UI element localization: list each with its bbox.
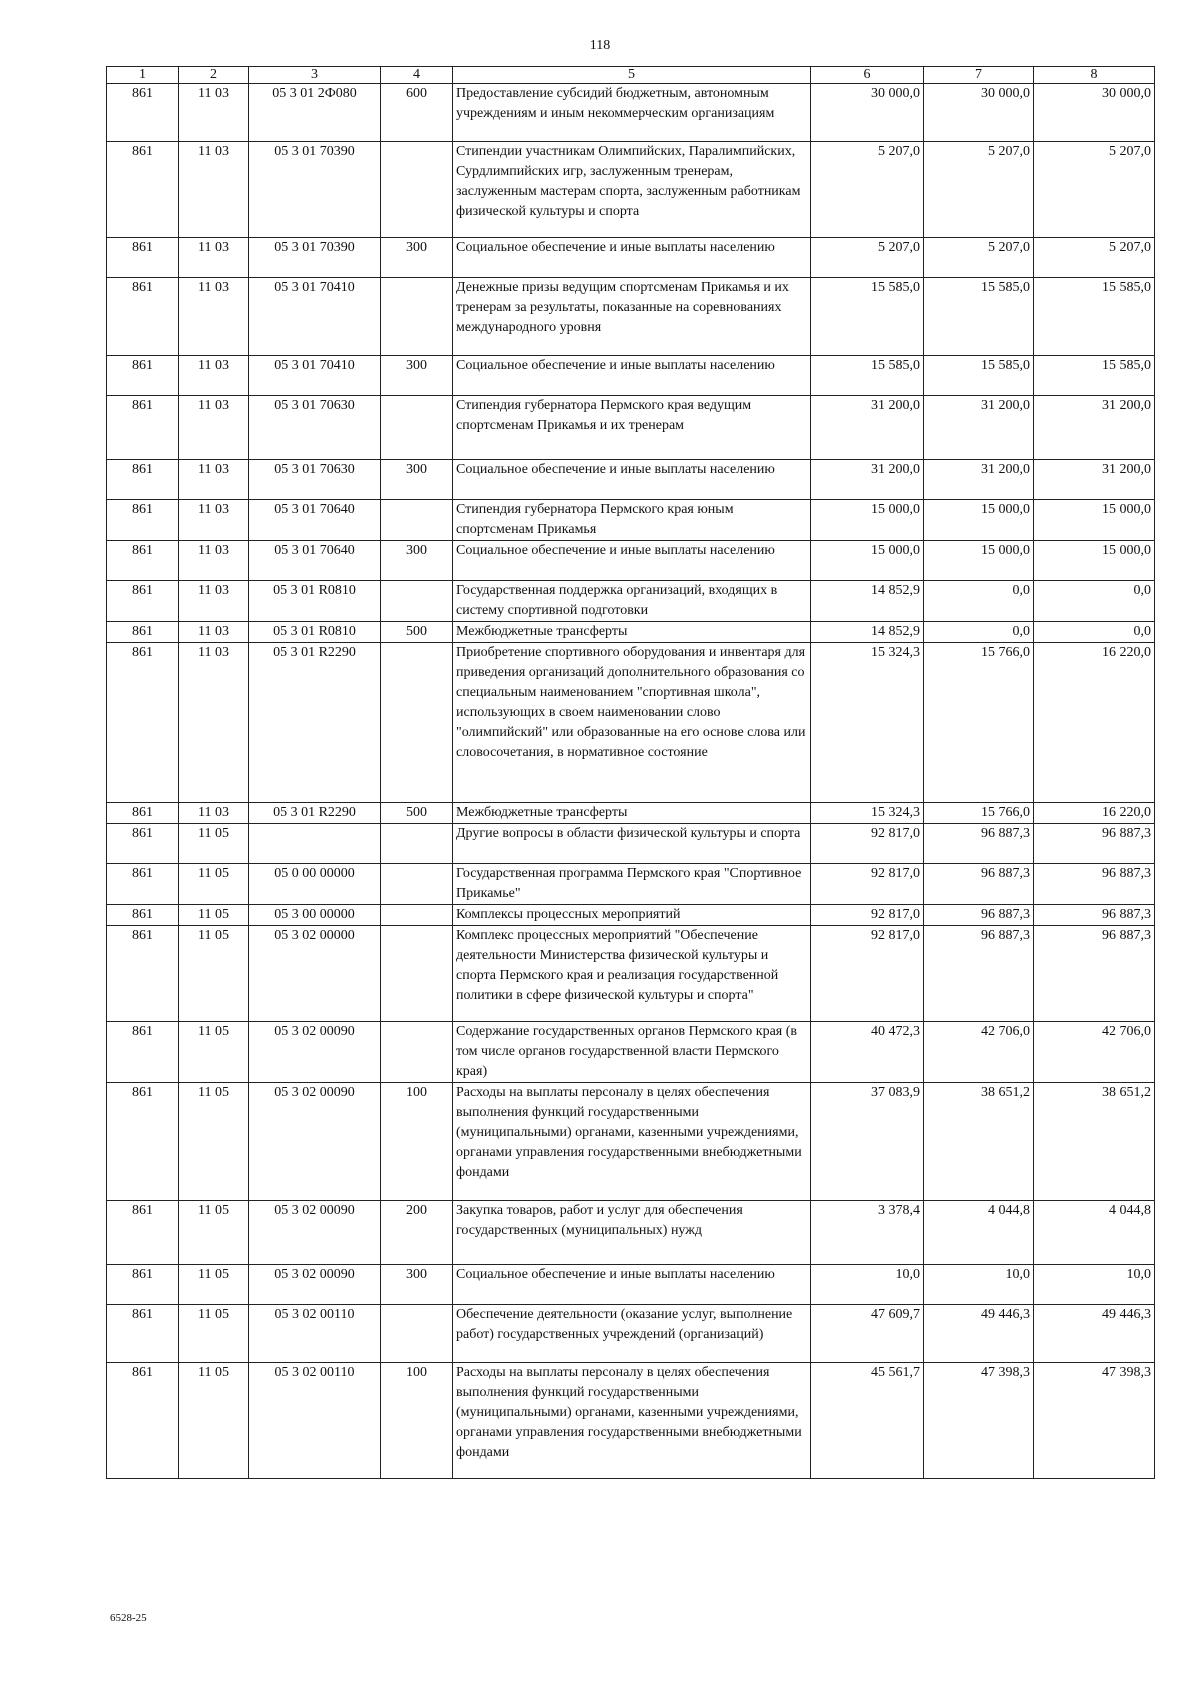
amount-year-3-cell: 5 207,0 xyxy=(1034,238,1155,278)
amount-year-3-cell: 96 887,3 xyxy=(1034,824,1155,864)
amount-year-2-cell: 38 651,2 xyxy=(924,1083,1034,1201)
target-article-code-cell: 05 3 02 00110 xyxy=(249,1363,381,1479)
section-code-cell: 11 03 xyxy=(179,84,249,142)
amount-year-2-cell: 15 766,0 xyxy=(924,643,1034,803)
amount-year-2-cell: 30 000,0 xyxy=(924,84,1034,142)
amount-year-1-cell: 15 585,0 xyxy=(811,356,924,396)
section-code-cell: 11 05 xyxy=(179,1022,249,1083)
table-row xyxy=(107,1265,1155,1305)
amount-year-2-cell: 5 207,0 xyxy=(924,142,1034,238)
ministry-code-cell: 861 xyxy=(107,278,179,356)
amount-year-3-cell: 0,0 xyxy=(1034,581,1155,622)
section-code-cell: 11 03 xyxy=(179,142,249,238)
target-article-code-cell: 05 3 01 2Ф080 xyxy=(249,84,381,142)
target-article-code-cell xyxy=(249,824,381,864)
section-code-cell: 11 05 xyxy=(179,1305,249,1363)
amount-year-2-cell: 10,0 xyxy=(924,1265,1034,1305)
ministry-code-cell: 861 xyxy=(107,500,179,541)
amount-year-1-cell: 40 472,3 xyxy=(811,1022,924,1083)
section-code-cell: 11 03 xyxy=(179,460,249,500)
ministry-code-cell: 861 xyxy=(107,905,179,926)
amount-year-2-cell: 96 887,3 xyxy=(924,824,1034,864)
ministry-code-cell: 861 xyxy=(107,1305,179,1363)
table-row xyxy=(107,278,1155,356)
description-cell: Денежные призы ведущим спортсменам Прикамья и их тренерам за результаты, показанные на соревнованиях международного уровня xyxy=(453,278,811,356)
ministry-code-cell: 861 xyxy=(107,1363,179,1479)
table-row xyxy=(107,622,1155,643)
target-article-code-cell: 05 3 01 R0810 xyxy=(249,622,381,643)
section-code-cell: 11 05 xyxy=(179,1265,249,1305)
table-row xyxy=(107,356,1155,396)
expense-type-code-cell: 100 xyxy=(381,1083,453,1201)
expense-type-code-cell xyxy=(381,905,453,926)
expense-type-code-cell: 300 xyxy=(381,1265,453,1305)
ministry-code-cell: 861 xyxy=(107,238,179,278)
description-cell: Социальное обеспечение и иные выплаты населению xyxy=(453,1265,811,1305)
target-article-code-cell: 05 3 02 00090 xyxy=(249,1265,381,1305)
amount-year-3-cell: 31 200,0 xyxy=(1034,396,1155,460)
amount-year-2-cell: 5 207,0 xyxy=(924,238,1034,278)
amount-year-3-cell: 42 706,0 xyxy=(1034,1022,1155,1083)
table-body xyxy=(107,84,1155,1479)
description-cell: Государственная программа Пермского края "Спортивное Прикамье" xyxy=(453,864,811,905)
ministry-code-cell: 861 xyxy=(107,926,179,1022)
description-cell: Межбюджетные трансферты xyxy=(453,803,811,824)
table-row xyxy=(107,1305,1155,1363)
amount-year-3-cell: 5 207,0 xyxy=(1034,142,1155,238)
amount-year-2-cell: 15 585,0 xyxy=(924,278,1034,356)
description-cell: Социальное обеспечение и иные выплаты населению xyxy=(453,356,811,396)
expense-type-code-cell: 600 xyxy=(381,84,453,142)
expense-type-code-cell: 200 xyxy=(381,1201,453,1265)
column-header-7: 7 xyxy=(924,67,1034,84)
amount-year-2-cell: 47 398,3 xyxy=(924,1363,1034,1479)
amount-year-1-cell: 5 207,0 xyxy=(811,142,924,238)
target-article-code-cell: 05 3 01 70410 xyxy=(249,356,381,396)
target-article-code-cell: 05 0 00 00000 xyxy=(249,864,381,905)
description-cell: Стипендии участникам Олимпийских, Паралимпийских, Сурдлимпийских игр, заслуженным тренерам, заслуженным мастерам спорта, заслуженным работникам физической культуры и спорта xyxy=(453,142,811,238)
amount-year-1-cell: 3 378,4 xyxy=(811,1201,924,1265)
amount-year-1-cell: 47 609,7 xyxy=(811,1305,924,1363)
amount-year-1-cell: 92 817,0 xyxy=(811,864,924,905)
target-article-code-cell: 05 3 01 70390 xyxy=(249,142,381,238)
amount-year-1-cell: 15 000,0 xyxy=(811,541,924,581)
expense-type-code-cell: 300 xyxy=(381,356,453,396)
description-cell: Комплекс процессных мероприятий "Обеспечение деятельности Министерства физической культуры и спорта Пермского края и реализация государственной политики в сфере физической культуры и спорта" xyxy=(453,926,811,1022)
budget-table xyxy=(106,66,1155,1479)
table-row xyxy=(107,926,1155,1022)
description-cell: Расходы на выплаты персоналу в целях обеспечения выполнения функций государственными (муниципальными) органами, казенными учреждениями, органами управления государственными внебюджетными фондами xyxy=(453,1083,811,1201)
amount-year-1-cell: 37 083,9 xyxy=(811,1083,924,1201)
amount-year-1-cell: 92 817,0 xyxy=(811,824,924,864)
ministry-code-cell: 861 xyxy=(107,864,179,905)
ministry-code-cell: 861 xyxy=(107,824,179,864)
ministry-code-cell: 861 xyxy=(107,622,179,643)
section-code-cell: 11 05 xyxy=(179,1083,249,1201)
description-cell: Стипендия губернатора Пермского края юным спортсменам Прикамья xyxy=(453,500,811,541)
description-cell: Обеспечение деятельности (оказание услуг, выполнение работ) государственных учреждений (организаций) xyxy=(453,1305,811,1363)
target-article-code-cell: 05 3 02 00000 xyxy=(249,926,381,1022)
amount-year-3-cell: 15 585,0 xyxy=(1034,356,1155,396)
expense-type-code-cell: 500 xyxy=(381,622,453,643)
target-article-code-cell: 05 3 00 00000 xyxy=(249,905,381,926)
target-article-code-cell: 05 3 01 R2290 xyxy=(249,803,381,824)
section-code-cell: 11 05 xyxy=(179,824,249,864)
table-row xyxy=(107,803,1155,824)
amount-year-3-cell: 15 000,0 xyxy=(1034,500,1155,541)
target-article-code-cell: 05 3 01 R0810 xyxy=(249,581,381,622)
amount-year-3-cell: 10,0 xyxy=(1034,1265,1155,1305)
amount-year-2-cell: 4 044,8 xyxy=(924,1201,1034,1265)
expense-type-code-cell xyxy=(381,500,453,541)
table-row xyxy=(107,643,1155,803)
ministry-code-cell: 861 xyxy=(107,396,179,460)
expense-type-code-cell xyxy=(381,824,453,864)
table-row xyxy=(107,1083,1155,1201)
amount-year-3-cell: 0,0 xyxy=(1034,622,1155,643)
target-article-code-cell: 05 3 01 70390 xyxy=(249,238,381,278)
column-number-row xyxy=(107,67,1155,84)
section-code-cell: 11 03 xyxy=(179,622,249,643)
column-header-6: 6 xyxy=(811,67,924,84)
expense-type-code-cell xyxy=(381,1022,453,1083)
ministry-code-cell: 861 xyxy=(107,541,179,581)
page-number: 118 xyxy=(589,38,611,53)
amount-year-1-cell: 92 817,0 xyxy=(811,905,924,926)
description-cell: Стипендия губернатора Пермского края ведущим спортсменам Прикамья и их тренерам xyxy=(453,396,811,460)
amount-year-1-cell: 14 852,9 xyxy=(811,581,924,622)
amount-year-1-cell: 5 207,0 xyxy=(811,238,924,278)
expense-type-code-cell: 300 xyxy=(381,460,453,500)
amount-year-3-cell: 31 200,0 xyxy=(1034,460,1155,500)
ministry-code-cell: 861 xyxy=(107,581,179,622)
expense-type-code-cell: 500 xyxy=(381,803,453,824)
amount-year-2-cell: 31 200,0 xyxy=(924,396,1034,460)
target-article-code-cell: 05 3 02 00090 xyxy=(249,1201,381,1265)
target-article-code-cell: 05 3 01 70630 xyxy=(249,460,381,500)
expense-type-code-cell xyxy=(381,278,453,356)
section-code-cell: 11 05 xyxy=(179,905,249,926)
amount-year-2-cell: 49 446,3 xyxy=(924,1305,1034,1363)
target-article-code-cell: 05 3 02 00090 xyxy=(249,1022,381,1083)
description-cell: Государственная поддержка организаций, входящих в систему спортивной подготовки xyxy=(453,581,811,622)
expense-type-code-cell xyxy=(381,581,453,622)
target-article-code-cell: 05 3 01 70410 xyxy=(249,278,381,356)
amount-year-3-cell: 49 446,3 xyxy=(1034,1305,1155,1363)
table-row xyxy=(107,1201,1155,1265)
ministry-code-cell: 861 xyxy=(107,1265,179,1305)
section-code-cell: 11 03 xyxy=(179,356,249,396)
column-header-5: 5 xyxy=(453,67,811,84)
table-row xyxy=(107,396,1155,460)
column-header-2: 2 xyxy=(179,67,249,84)
ministry-code-cell: 861 xyxy=(107,1083,179,1201)
amount-year-3-cell: 16 220,0 xyxy=(1034,643,1155,803)
section-code-cell: 11 03 xyxy=(179,396,249,460)
amount-year-1-cell: 92 817,0 xyxy=(811,926,924,1022)
table-row xyxy=(107,1022,1155,1083)
amount-year-1-cell: 31 200,0 xyxy=(811,460,924,500)
amount-year-2-cell: 96 887,3 xyxy=(924,926,1034,1022)
section-code-cell: 11 03 xyxy=(179,643,249,803)
section-code-cell: 11 03 xyxy=(179,541,249,581)
table-row xyxy=(107,864,1155,905)
ministry-code-cell: 861 xyxy=(107,1022,179,1083)
ministry-code-cell: 861 xyxy=(107,643,179,803)
section-code-cell: 11 05 xyxy=(179,864,249,905)
amount-year-1-cell: 14 852,9 xyxy=(811,622,924,643)
column-header-4: 4 xyxy=(381,67,453,84)
expense-type-code-cell: 100 xyxy=(381,1363,453,1479)
amount-year-1-cell: 15 324,3 xyxy=(811,803,924,824)
table-row xyxy=(107,84,1155,142)
ministry-code-cell: 861 xyxy=(107,460,179,500)
table-row xyxy=(107,581,1155,622)
expense-type-code-cell xyxy=(381,396,453,460)
amount-year-2-cell: 42 706,0 xyxy=(924,1022,1034,1083)
description-cell: Предоставление субсидий бюджетным, автономным учреждениям и иным некоммерческим организациям xyxy=(453,84,811,142)
table-row xyxy=(107,824,1155,864)
amount-year-1-cell: 10,0 xyxy=(811,1265,924,1305)
column-header-8: 8 xyxy=(1034,67,1155,84)
footer-code: 6528-25 xyxy=(110,1612,147,1624)
amount-year-3-cell: 4 044,8 xyxy=(1034,1201,1155,1265)
expense-type-code-cell xyxy=(381,1305,453,1363)
expense-type-code-cell xyxy=(381,142,453,238)
ministry-code-cell: 861 xyxy=(107,1201,179,1265)
section-code-cell: 11 05 xyxy=(179,926,249,1022)
section-code-cell: 11 03 xyxy=(179,803,249,824)
amount-year-2-cell: 96 887,3 xyxy=(924,905,1034,926)
expense-type-code-cell: 300 xyxy=(381,541,453,581)
target-article-code-cell: 05 3 01 R2290 xyxy=(249,643,381,803)
table-row xyxy=(107,905,1155,926)
amount-year-2-cell: 15 000,0 xyxy=(924,541,1034,581)
section-code-cell: 11 05 xyxy=(179,1363,249,1479)
description-cell: Социальное обеспечение и иные выплаты населению xyxy=(453,541,811,581)
ministry-code-cell: 861 xyxy=(107,356,179,396)
expense-type-code-cell xyxy=(381,643,453,803)
target-article-code-cell: 05 3 02 00090 xyxy=(249,1083,381,1201)
amount-year-3-cell: 38 651,2 xyxy=(1034,1083,1155,1201)
description-cell: Социальное обеспечение и иные выплаты населению xyxy=(453,460,811,500)
amount-year-2-cell: 15 585,0 xyxy=(924,356,1034,396)
target-article-code-cell: 05 3 01 70640 xyxy=(249,541,381,581)
amount-year-1-cell: 15 000,0 xyxy=(811,500,924,541)
description-cell: Содержание государственных органов Пермского края (в том числе органов государственной власти Пермского края) xyxy=(453,1022,811,1083)
table-row xyxy=(107,500,1155,541)
description-cell: Комплексы процессных мероприятий xyxy=(453,905,811,926)
amount-year-2-cell: 0,0 xyxy=(924,581,1034,622)
amount-year-2-cell: 96 887,3 xyxy=(924,864,1034,905)
amount-year-1-cell: 45 561,7 xyxy=(811,1363,924,1479)
amount-year-1-cell: 15 585,0 xyxy=(811,278,924,356)
target-article-code-cell: 05 3 02 00110 xyxy=(249,1305,381,1363)
amount-year-3-cell: 16 220,0 xyxy=(1034,803,1155,824)
table-row xyxy=(107,1363,1155,1479)
section-code-cell: 11 03 xyxy=(179,278,249,356)
description-cell: Другие вопросы в области физической культуры и спорта xyxy=(453,824,811,864)
amount-year-3-cell: 47 398,3 xyxy=(1034,1363,1155,1479)
description-cell: Межбюджетные трансферты xyxy=(453,622,811,643)
expense-type-code-cell xyxy=(381,864,453,905)
amount-year-3-cell: 96 887,3 xyxy=(1034,905,1155,926)
column-header-1: 1 xyxy=(107,67,179,84)
amount-year-1-cell: 30 000,0 xyxy=(811,84,924,142)
ministry-code-cell: 861 xyxy=(107,142,179,238)
amount-year-2-cell: 15 000,0 xyxy=(924,500,1034,541)
ministry-code-cell: 861 xyxy=(107,84,179,142)
amount-year-2-cell: 15 766,0 xyxy=(924,803,1034,824)
amount-year-1-cell: 15 324,3 xyxy=(811,643,924,803)
ministry-code-cell: 861 xyxy=(107,803,179,824)
amount-year-2-cell: 31 200,0 xyxy=(924,460,1034,500)
table-row xyxy=(107,142,1155,238)
amount-year-3-cell: 15 585,0 xyxy=(1034,278,1155,356)
table-row xyxy=(107,541,1155,581)
section-code-cell: 11 03 xyxy=(179,581,249,622)
expense-type-code-cell: 300 xyxy=(381,238,453,278)
description-cell: Закупка товаров, работ и услуг для обеспечения государственных (муниципальных) нужд xyxy=(453,1201,811,1265)
section-code-cell: 11 03 xyxy=(179,500,249,541)
amount-year-3-cell: 15 000,0 xyxy=(1034,541,1155,581)
table-row xyxy=(107,238,1155,278)
table-row xyxy=(107,460,1155,500)
expense-type-code-cell xyxy=(381,926,453,1022)
description-cell: Социальное обеспечение и иные выплаты населению xyxy=(453,238,811,278)
amount-year-3-cell: 96 887,3 xyxy=(1034,926,1155,1022)
target-article-code-cell: 05 3 01 70630 xyxy=(249,396,381,460)
amount-year-2-cell: 0,0 xyxy=(924,622,1034,643)
description-cell: Приобретение спортивного оборудования и инвентаря для приведения организаций дополнительного образования со специальным наименованием "спортивная школа", использующих в своем наименовании слово "олимпийский" или образованные на его основе слова или словосочетания, в нормативное состояние xyxy=(453,643,811,803)
description-cell: Расходы на выплаты персоналу в целях обеспечения выполнения функций государственными (муниципальными) органами, казенными учреждениями, органами управления государственными внебюджетными фондами xyxy=(453,1363,811,1479)
section-code-cell: 11 03 xyxy=(179,238,249,278)
target-article-code-cell: 05 3 01 70640 xyxy=(249,500,381,541)
column-header-3: 3 xyxy=(249,67,381,84)
amount-year-3-cell: 96 887,3 xyxy=(1034,864,1155,905)
amount-year-1-cell: 31 200,0 xyxy=(811,396,924,460)
section-code-cell: 11 05 xyxy=(179,1201,249,1265)
amount-year-3-cell: 30 000,0 xyxy=(1034,84,1155,142)
